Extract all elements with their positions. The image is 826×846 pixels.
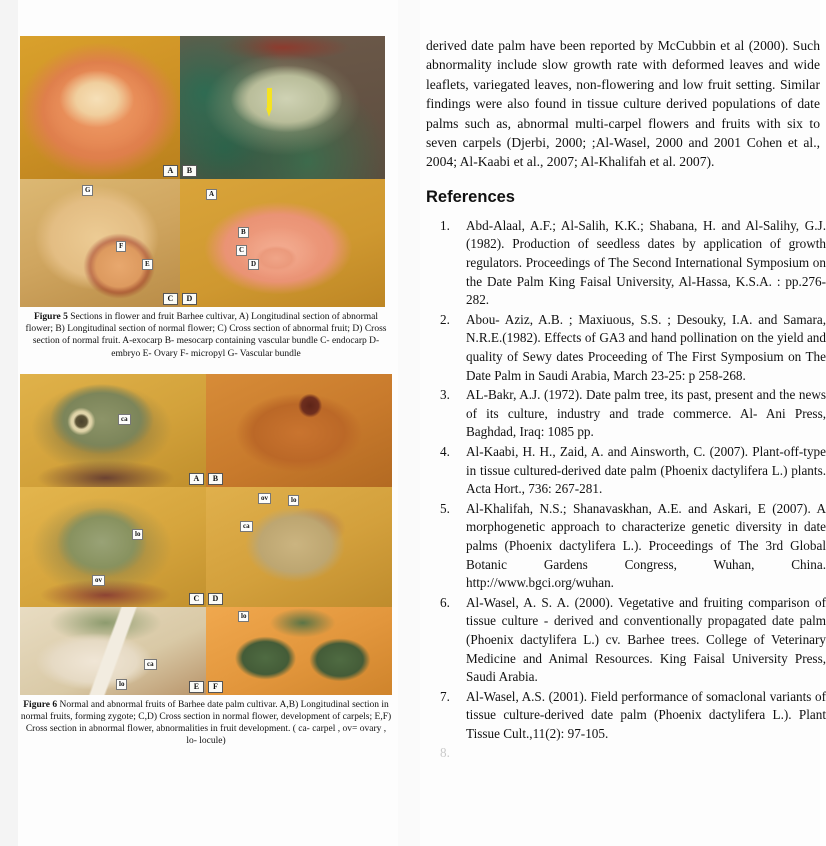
reference-text: Al-Khalifah, N.S.; Shanavaskhan, A.E. and Askari, E (2007). A morphogenetic approach to characterize genetic diversity in date palms (Phoenix dactylifera L.). Proceedings of The 3rd Global Botanic Gardens Congress, Wuhan, China. http://www.bgci.org/wuhan. xyxy=(466,500,826,591)
figure-6-panel-label-a: A xyxy=(189,473,204,485)
figure-6-panel-label-c: C xyxy=(189,593,204,605)
panel-d-inner-label-c: C xyxy=(236,245,247,256)
figure-5-panel-d xyxy=(180,179,385,307)
figure-6-panel-label-d: D xyxy=(208,593,223,605)
figure-5-panel-b xyxy=(180,36,385,179)
figure-5 xyxy=(20,36,392,360)
figure-5-plate xyxy=(20,36,392,307)
reference-item xyxy=(440,217,826,310)
panel-c-inner-label-ov: ov xyxy=(92,575,105,586)
figure-5-caption-label: Figure 5 xyxy=(33,312,68,322)
figure-5-panel-a xyxy=(20,36,180,179)
reference-text: Abd-Alaal, A.F.; Al-Salih, K.K.; Shabana, H. and Al-Salihy, G.J. (1982). Production of seedless dates by application of growth regulators. Proceedings of The Second International Symposium on the Date Palm King Faisal University, Al-Hassa, K.S.A. : pp.276-282. xyxy=(466,217,826,308)
reference-text: Abou- Aziz, A.B. ; Maxiuous, S.S. ; Desouky, I.A. and Samara, N.R.E.(1982). Effects of GA3 and hand pollination on the yield and quality of Sewy dates Proceeding of The First Symposium on The Date Palm in Saudi Arabia, March 23-25: p 258-268. xyxy=(466,311,826,383)
panel-c-inner-label-e: E xyxy=(142,259,153,270)
panel-c-inner-label-lo: lo xyxy=(132,529,143,540)
panel-a-inner-label-ca: ca xyxy=(118,414,131,425)
reference-number: 1. xyxy=(440,217,450,233)
panel-f-inner-label-lo: lo xyxy=(238,611,249,622)
reference-item-truncated xyxy=(440,744,826,761)
reference-number: 3. xyxy=(440,387,450,403)
figure-6-caption xyxy=(20,699,392,748)
panel-d-inner-label-ca: ca xyxy=(240,521,253,532)
figure-5-caption xyxy=(20,311,392,360)
panel-d-inner-label-b: B xyxy=(238,227,249,238)
reference-number: 2. xyxy=(440,311,450,327)
reference-text xyxy=(466,745,469,760)
reference-item xyxy=(440,500,826,593)
panel-e-inner-label-lo: lo xyxy=(116,679,127,690)
panel-c-inner-label-f: F xyxy=(116,241,126,252)
reference-number: 5. xyxy=(440,500,450,516)
reference-item xyxy=(440,688,826,744)
figure-6-caption-text: Normal and abnormal fruits of Barhee date palm cultivar. A,B) Longitudinal section in normal fruits, forming zygote; C,D) Cross section in normal flower, development of carpels; E,F) Cross section in abnormal flower, abnormalities in fruit development. ( ca- carpel , ov= ovary , lo- locule) xyxy=(20,699,392,747)
reference-number: 7. xyxy=(440,688,450,704)
page-left-margin-band xyxy=(0,0,18,846)
figure-6-panel-b xyxy=(206,374,392,487)
figure-5-panel-c xyxy=(20,179,180,307)
panel-label-d: D xyxy=(182,293,197,305)
panel-d-inner-label-d: D xyxy=(248,259,259,270)
left-column xyxy=(20,36,392,748)
reference-text: AL-Bakr, A.J. (1972). Date palm tree, its past, present and the news of its culture, industry and trade commerce. Al- Ani Press, Baghdad, Iraq: 1085 pp. xyxy=(466,387,826,440)
references-list xyxy=(426,217,826,761)
right-column xyxy=(426,36,826,761)
body-paragraph: derived date palm have been reported by McCubbin et al (2000). Such abnormality include slow growth rate with deformed leaves and wide leaflets, variegated leaves, non-flowering and low fruit setting. Similar findings were also found in tissue culture derived populations of date palms such as, abnormal multi-carpel flowers and fruits with six to seven carpels (Djerbi, 2000; ;Al-Wasel, 2000 and 2001 Cohen et al., 2004; Al-Kaabi et al., 2007; Al-Khalifah et al. 2007). xyxy=(426,38,820,170)
panel-c-inner-label-g: G xyxy=(82,185,93,196)
figure-6-panel-label-e: E xyxy=(189,681,204,693)
references-heading: References xyxy=(426,187,515,206)
panel-label-a: A xyxy=(163,165,178,177)
panel-label-c: C xyxy=(163,293,178,305)
reference-number: 6. xyxy=(440,594,450,610)
figure-6-panel-d xyxy=(206,487,392,607)
reference-number: 8. xyxy=(440,745,450,761)
reference-item xyxy=(440,386,826,442)
panel-e-inner-label-ca: ca xyxy=(144,659,157,670)
reference-text: Al-Wasel, A.S. (2001). Field performance of somaclonal variants of tissue culture-derived date palm (Phoenix dactylifera L.). Plant Tissue Cult.,11(2): 97-105. xyxy=(466,688,826,741)
reference-text: Al-Kaabi, H. H., Zaid, A. and Ainsworth, C. (2007). Plant-off-type in tissue cultured-derived date palm (Phoenix dactylifera L.) plants. Acta Hort., 736: 267-281. xyxy=(466,443,826,497)
reference-item xyxy=(440,443,826,499)
panel-label-b: B xyxy=(182,165,197,177)
yellow-arrow-icon xyxy=(266,88,273,118)
figure-6-panel-a xyxy=(20,374,206,487)
figure-6-panel-e xyxy=(20,607,206,695)
figure-6 xyxy=(20,374,392,748)
reference-item xyxy=(440,311,826,385)
column-gutter-band xyxy=(398,0,420,846)
panel-d-inner-label-lo: lo xyxy=(288,495,299,506)
figure-6-panel-label-f: F xyxy=(208,681,223,693)
figure-6-caption-label: Figure 6 xyxy=(23,699,58,710)
figure-6-plate xyxy=(20,374,392,695)
reference-number: 4. xyxy=(440,443,450,459)
figure-6-panel-label-b: B xyxy=(208,473,223,485)
figure-6-panel-f xyxy=(206,607,392,695)
panel-d-inner-label-ov: ov xyxy=(258,493,271,504)
reference-text: Al-Wasel, A. S. A. (2000). Vegetative and fruiting comparison of tissue culture - derived and conventionally propagated date palm (Phoenix dactylifera L.) cv. Barhee trees. College of Veterinary Medicine and Animal Resources. King Faisal University Press, Saudi Arabia. xyxy=(466,594,826,685)
figure-6-panel-c xyxy=(20,487,206,607)
reference-item xyxy=(440,594,826,687)
panel-d-inner-label-a: A xyxy=(206,189,217,200)
figure-5-caption-text: Sections in flower and fruit Barhee cultivar, A) Longitudinal section of abnormal flower; B) Longitudinal section of normal flower; C) Cross section of abnormal fruit; D) Cross section of normal fruit. A-exocarp B- mesocarp containing vascular bundle C- endocarp D- embryo E- Ovary F- micropyl G- Vascular bundle xyxy=(25,312,387,359)
